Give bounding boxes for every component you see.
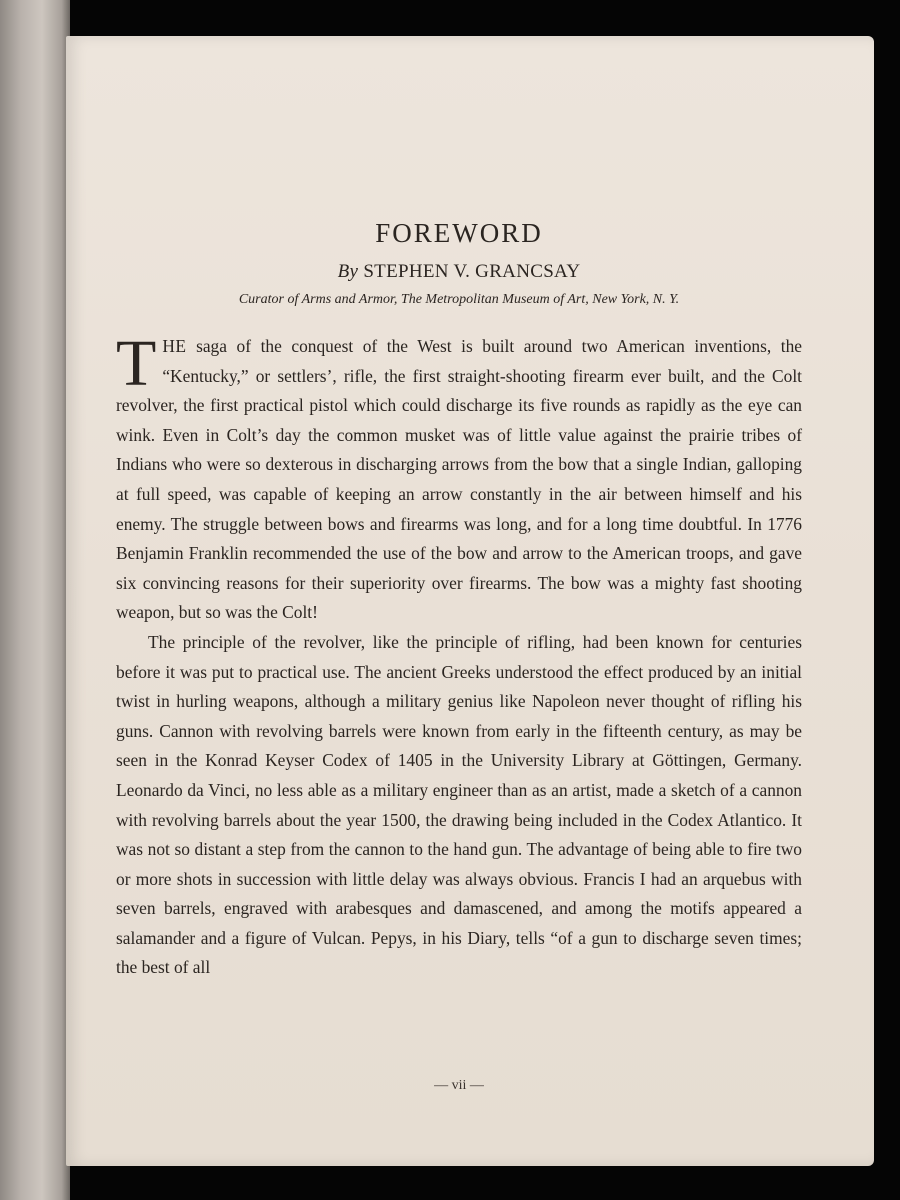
body-text (116, 327, 802, 983)
lead-caps: HE (162, 336, 187, 356)
paragraph-2: The principle of the revolver, like the principle of rifling, had been known for centuries before it was put to practical use. The ancient Greeks understood the effect produced by an initial twist in hurling weapons, although a military genius like Napoleon never thought of rifling his guns. Cannon with revolving barrels were known from early in the fifteenth century, as may be seen in the Konrad Keyser Codex of 1405 in the University Library at Göttingen, Germany. Leonardo da Vinci, no less able as a military engineer than as an artist, made a sketch of a cannon with revolving barrels about the year 1500, the drawing being included in the Codex Atlantico. It was not so distant a step from the cannon to the hand gun. The advantage of being able to fire two or more shots in succession with little delay was always obvious. Francis I had an arquebus with seven barrels, engraved with arabesques and damascened, and among the motifs appeared a salamander and a figure of Vulcan. Pepys, in his Diary, tells “of a gun to discharge seven times; the best of all (116, 631, 802, 978)
drop-cap: T (116, 327, 157, 400)
byline-prefix: By (337, 261, 359, 282)
author-affiliation: Curator of Arms and Armor, The Metropolitan Museum of Art, New York, N. Y. (238, 292, 680, 307)
book-page (66, 36, 874, 1166)
book-spine-edge (0, 0, 70, 1200)
author-name: STEPHEN V. GRANCSAY (363, 261, 581, 282)
page-content (116, 216, 802, 1093)
paragraph-1 (116, 327, 802, 628)
page-title: FOREWORD (375, 218, 543, 248)
paragraph-1-text: saga of the conquest of the West is built around two American inventions, the “Kentucky,” or settlers’, rifle, the first straight-shooting firearm ever built, and the Colt revolver, the first practical pistol which could discharge its five rounds as rapidly as the eye can wink. Even in Colt’s day the common musket was of little value against the prairie tribes of Indians who were so dexterous in discharging arrows from the bow that a single Indian, galloping at full speed, was capable of keeping an arrow constantly in the air between himself and his enemy. The struggle between bows and firearms was long, and for a long time doubtful. In 1776 Benjamin Franklin recommended the use of the bow and arrow to the American troops, and gave six convincing reasons for their superiority over firearms. The bow was a mighty fast shooting weapon, but so was the Colt! (116, 336, 802, 623)
byline (116, 260, 802, 284)
page-number: — vii — (434, 1078, 484, 1093)
